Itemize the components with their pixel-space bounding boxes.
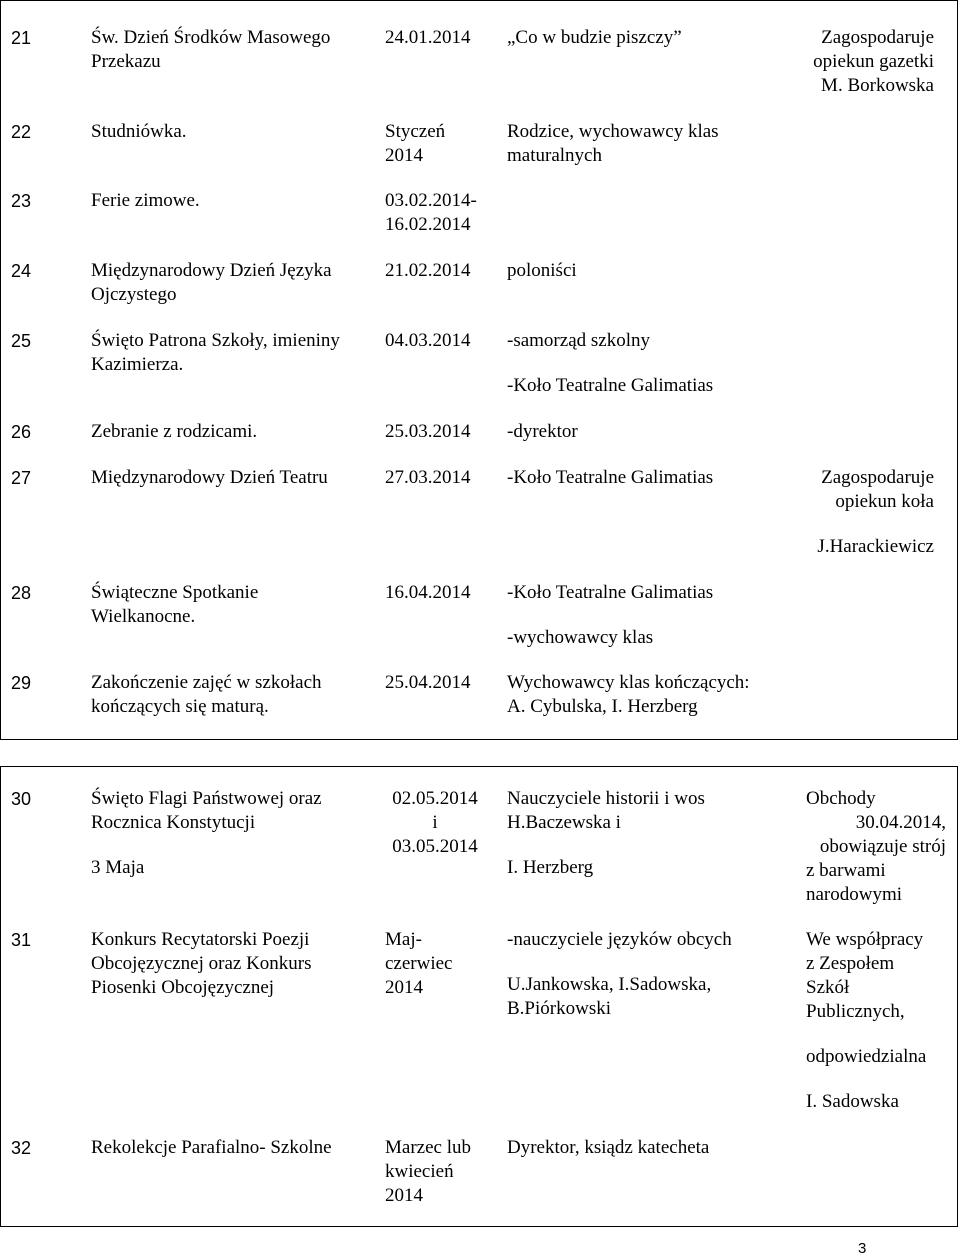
event-note: opiekun koła bbox=[835, 491, 934, 512]
event-responsible: B.Piórkowski bbox=[507, 998, 611, 1019]
event-note: z Zespołem bbox=[806, 953, 895, 974]
event-name: Piosenki Obcojęzycznej bbox=[91, 977, 275, 998]
event-name: Święto Flagi Państwowej oraz bbox=[91, 788, 322, 809]
row-number: 22 bbox=[11, 122, 32, 142]
event-date: 04.03.2014 bbox=[385, 330, 471, 351]
event-date: 2014 bbox=[385, 977, 423, 998]
event-responsible: -nauczyciele języków obcych bbox=[507, 929, 732, 950]
event-date: 21.02.2014 bbox=[385, 260, 471, 281]
event-date: 16.02.2014 bbox=[385, 214, 471, 235]
event-responsible: -Koło Teatralne Galimatias bbox=[507, 375, 714, 396]
event-date: kwiecień bbox=[385, 1161, 454, 1182]
event-name: Międzynarodowy Dzień Języka bbox=[91, 260, 332, 281]
event-responsible: Rodzice, wychowawcy klas bbox=[507, 121, 719, 142]
event-note: J.Harackiewicz bbox=[817, 536, 934, 557]
event-name: Konkurs Recytatorski Poezji bbox=[91, 929, 310, 950]
event-responsible: -Koło Teatralne Galimatias bbox=[507, 467, 714, 488]
event-note: z barwami bbox=[806, 860, 886, 881]
row-number: 30 bbox=[11, 789, 32, 809]
row-number: 25 bbox=[11, 331, 32, 351]
event-date: 2014 bbox=[385, 1185, 423, 1206]
event-name: Rocznica Konstytucji bbox=[91, 812, 256, 833]
event-note: Publicznych, bbox=[806, 1001, 905, 1022]
event-name: Przekazu bbox=[91, 51, 161, 72]
event-date: 16.04.2014 bbox=[385, 582, 471, 603]
event-name: Obcojęzycznej oraz Konkurs bbox=[91, 953, 312, 974]
event-name: Ojczystego bbox=[91, 284, 177, 305]
event-responsible: Nauczyciele historii i wos bbox=[507, 788, 705, 809]
event-note: M. Borkowska bbox=[821, 75, 934, 96]
event-name: Święto Patrona Szkoły, imieniny bbox=[91, 330, 340, 351]
event-date: 27.03.2014 bbox=[385, 467, 471, 488]
event-responsible: A. Cybulska, I. Herzberg bbox=[507, 696, 698, 717]
event-responsible: poloniści bbox=[507, 260, 577, 281]
event-date: 03.05.2014 bbox=[392, 836, 478, 857]
row-number: 28 bbox=[11, 583, 32, 603]
event-responsible: U.Jankowska, I.Sadowska, bbox=[507, 974, 712, 995]
event-date: Marzec lub bbox=[385, 1137, 471, 1158]
event-name: 3 Maja bbox=[91, 857, 145, 878]
row-number: 21 bbox=[11, 28, 32, 48]
event-name: Rekolekcje Parafialno- Szkolne bbox=[91, 1137, 332, 1158]
event-date: 25.04.2014 bbox=[385, 672, 471, 693]
event-note: Szkół bbox=[806, 977, 850, 998]
row-number: 24 bbox=[11, 261, 32, 281]
event-date: 02.05.2014 bbox=[392, 788, 478, 809]
event-name: kończących się maturą. bbox=[91, 696, 269, 717]
event-note: 30.04.2014, bbox=[855, 812, 946, 833]
row-number: 31 bbox=[11, 930, 32, 950]
event-note: We współpracy bbox=[806, 929, 924, 950]
event-note: odpowiedzialna bbox=[806, 1046, 927, 1067]
event-date: 2014 bbox=[385, 145, 423, 166]
event-note: Zagospodaruje bbox=[821, 467, 934, 488]
event-name: Międzynarodowy Dzień Teatru bbox=[91, 467, 328, 488]
event-note: obowiązuje strój bbox=[819, 836, 946, 857]
event-responsible: -dyrektor bbox=[507, 421, 578, 442]
row-number: 26 bbox=[11, 422, 32, 442]
event-date: czerwiec bbox=[385, 953, 453, 974]
event-date: 25.03.2014 bbox=[385, 421, 471, 442]
row-number: 29 bbox=[11, 673, 32, 693]
row-number: 32 bbox=[11, 1138, 32, 1158]
event-responsible: I. Herzberg bbox=[507, 857, 594, 878]
event-date: Maj- bbox=[385, 929, 422, 950]
event-note: Obchody bbox=[806, 788, 876, 809]
event-name: Św. Dzień Środków Masowego bbox=[91, 27, 331, 48]
row-number: 23 bbox=[11, 191, 32, 211]
event-responsible: „Co w budzie piszczy” bbox=[507, 27, 682, 48]
row-number: 27 bbox=[11, 468, 32, 488]
page-number: 3 bbox=[858, 1240, 867, 1257]
event-name: Wielkanocne. bbox=[91, 606, 196, 627]
event-date: i bbox=[432, 812, 438, 833]
event-name: Ferie zimowe. bbox=[91, 190, 200, 211]
event-responsible: -samorząd szkolny bbox=[507, 330, 650, 351]
event-responsible: Dyrektor, ksiądz katecheta bbox=[507, 1137, 710, 1158]
event-name: Kazimierza. bbox=[91, 354, 184, 375]
event-date: 24.01.2014 bbox=[385, 27, 471, 48]
event-note: narodowymi bbox=[806, 884, 903, 905]
event-name: Zakończenie zajęć w szkołach bbox=[91, 672, 322, 693]
event-responsible: -Koło Teatralne Galimatias bbox=[507, 582, 714, 603]
event-date: Styczeń bbox=[385, 121, 446, 142]
event-responsible: H.Baczewska i bbox=[507, 812, 621, 833]
event-name: Zebranie z rodzicami. bbox=[91, 421, 258, 442]
event-name: Świąteczne Spotkanie bbox=[91, 582, 259, 603]
event-date: 03.02.2014- bbox=[385, 190, 477, 211]
event-responsible: Wychowawcy klas kończących: bbox=[507, 672, 750, 693]
event-note: Zagospodaruje bbox=[821, 27, 934, 48]
event-note: I. Sadowska bbox=[806, 1091, 899, 1112]
events-table-part-2 bbox=[0, 766, 958, 1227]
event-responsible: maturalnych bbox=[507, 145, 602, 166]
event-name: Studniówka. bbox=[91, 121, 187, 142]
event-note: opiekun gazetki bbox=[813, 51, 934, 72]
event-responsible: -wychowawcy klas bbox=[507, 627, 654, 648]
